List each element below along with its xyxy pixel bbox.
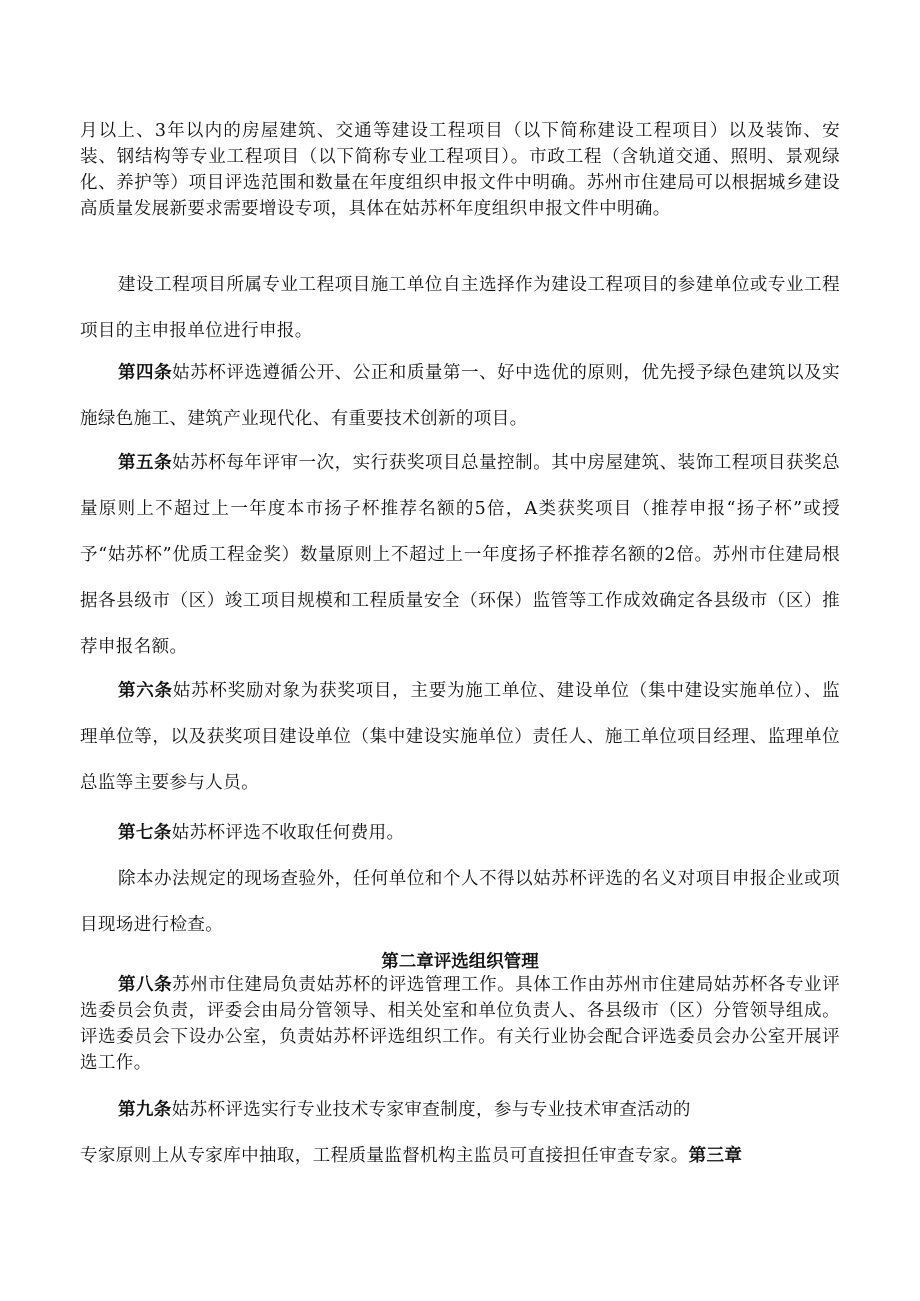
paragraph-text: 除本办法规定的现场查验外，任何单位和个人不得以姑苏杯评选的名义对项目申报企业或项目现场进行检查。 [80,869,840,935]
chapter-2-heading: 第二章评选组织管理 [381,952,539,972]
paragraph-scope [80,118,840,222]
paragraph-subcontractor [80,262,840,354]
article-label: 第五条 [118,453,173,473]
article-label: 第八条 [118,975,173,995]
article-text: 姑苏杯评选遵循公开、公正和质量第一、好中选优的原则，优先授予绿色建筑以及实施绿色施工、建筑产业现代化、有重要技术创新的项目。 [80,363,840,429]
article-6 [80,668,840,806]
paragraph-text: 月以上、3年以内的房屋建筑、交通等建设工程项目（以下简称建设工程项目）以及装饰、安装、钢结构等专业工程项目（以下简称专业工程项目）。市政工程（含轨道交通、照明、景观绿化、养护等）项目评选范围和数量在年度组织申报文件中明确。苏州市住建局可以根据城乡建设高质量发展新要求需要增设专项，具体在姑苏杯年度组织申报文件中明确。 [80,121,840,219]
article-label: 第六条 [118,681,173,701]
article-5 [80,440,840,670]
article-label: 第七条 [118,823,172,843]
article-text: 姑苏杯评选实行专业技术专家审查制度，参与专业技术审查活动的 [171,1100,691,1120]
article-8 [80,972,840,1076]
article-text: 姑苏杯评选不收取任何费用。 [171,823,405,843]
article-4 [80,350,840,442]
article-label: 第四条 [118,363,173,383]
article-text: 姑苏杯每年评审一次，实行获奖项目总量控制。其中房屋建筑、装饰工程项目获奖总量原则上不超过上一年度本市扬子杯推荐名额的5倍，A类获奖项目（推荐申报“扬子杯”或授予“姑苏杯”优质工程金奖）数量原则上不超过上一年度扬子杯推荐名额的2倍。苏州市住建局根据各县级市（区）竣工项目规模和工程质量安全（环保）监管等工作成效确定各县级市（区）推荐申报名额。 [80,453,840,657]
paragraph-text: 专家原则上从专家库中抽取，工程质量监督机构主监员可直接担任审查专家。 [80,1146,689,1166]
article-text: 苏州市住建局负责姑苏杯的评选管理工作。具体工作由苏州市住建局姑苏杯各专业评选委员会负责，评委会由局分管领导、相关处室和单位负责人、各县级市（区）分管领导组成。评选委员会下设办公室，负责姑苏杯评选组织工作。有关行业协会配合评选委员会办公室开展评选工作。 [80,975,840,1073]
chapter-3-heading-start: 第三章 [688,1146,743,1166]
article-9 [80,1098,840,1122]
paragraph-inspection [80,856,840,948]
article-label: 第九条 [118,1100,172,1120]
article-9-continued [80,1144,840,1168]
article-7 [80,810,840,856]
article-text: 姑苏杯奖励对象为获奖项目，主要为施工单位、建设单位（集中建设实施单位）、监理单位等，以及获奖项目建设单位（集中建设实施单位）责任人、施工单位项目经理、监理单位总监等主要参与人员。 [80,681,840,793]
paragraph-text: 建设工程项目所属专业工程项目施工单位自主选择作为建设工程项目的参建单位或专业工程项目的主申报单位进行申报。 [80,275,840,341]
